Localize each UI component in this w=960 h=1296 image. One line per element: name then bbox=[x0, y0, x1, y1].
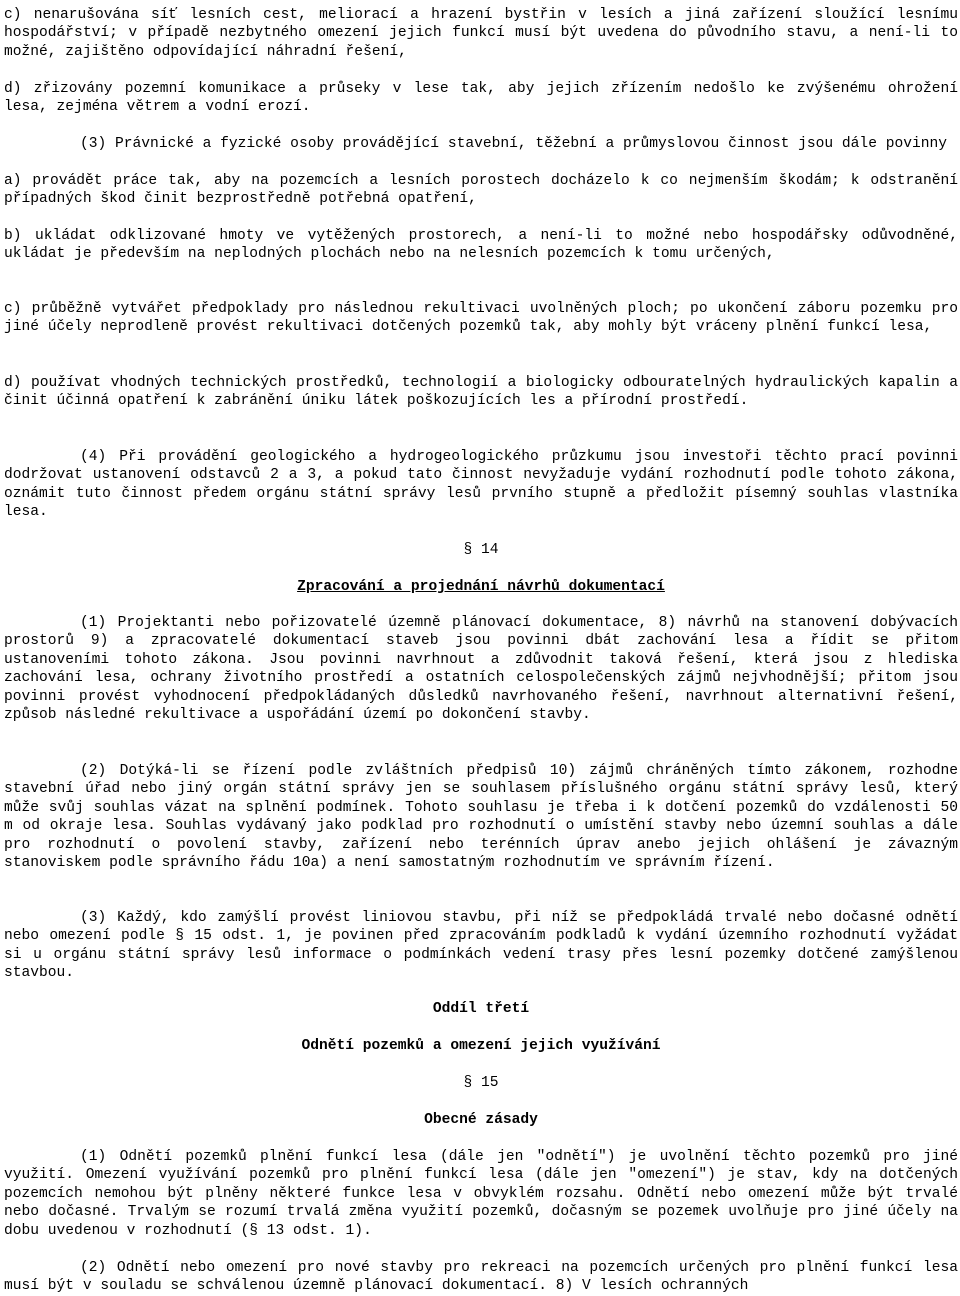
paragraph-c-drainage: c) nenarušována síť lesních cest, meliorací a hrazení bystřin v lesích a jiná zařízení sloužící lesnímu hospodářství; v případě nezbytného omezení jejich funkcí musí být uvedena do původního stavu, a není-li to možné, zajištěno odpovídající náhradní řešení, bbox=[4, 7, 958, 60]
division-title: Odnětí pozemků a omezení jejich využívání bbox=[301, 1038, 661, 1054]
section-heading-14: § 14 bbox=[463, 542, 499, 558]
paragraph-3-obligations-intro: (3) Právnické a fyzické osoby provádějící stavební, těžební a průmyslovou činnost jsou dále povinny bbox=[80, 136, 948, 152]
section-title-15: Obecné zásady bbox=[424, 1112, 538, 1128]
section-heading-15: § 15 bbox=[463, 1075, 499, 1091]
paragraph-14-1: (1) Projektanti nebo pořizovatelé územně plánovací dokumentace, 8) návrhů na stanovení dobývacích prostorů 9) a zpracovatelé dokumentací staveb jsou povinni dbát zachování lesa a řídit se přitom ustanoveními tohoto zákona. Jsou povinni navrhnout a zdůvodnit taková řešení, která jsou z hlediska zachování lesa, ochrany životního prostředí a ostatních celospolečenských zájmů nejvhodnější; přitom jsou povinni provést vyhodnocení předpokládaných důsledků navrhovaného řešení, navrhnout alternativní řešení, způsob následné rekultivace a uspořádání území po dokončení stavby. bbox=[4, 615, 958, 724]
paragraph-15-1: (1) Odnětí pozemků plnění funkcí lesa (dále jen "odnětí") je uvolnění těchto pozemků pro jiné využití. Omezení využívání pozemků pro plnění funkcí lesa (dále jen "omezení") je stav, kdy na dotčených pozemcích nemohou být plněny některé funkce lesa v obvyklém rozsahu. Odnětí nebo omezení může být trvalé nebo dočasné. Trvalým se rozumí trvalá změna využití pozemků, dočasným se pozemek uvolňuje pro jiné účely na dobu uvedenou v rozhodnutí (§ 13 odst. 1). bbox=[4, 1149, 958, 1239]
section-title-14: Zpracování a projednání návrhů dokumentací bbox=[297, 579, 665, 595]
paragraph-d-roads: d) zřizovány pozemní komunikace a průseky v lese tak, aby jejich zřízením nedošlo ke zvýšenému ohrožení lesa, zejména větrem a vodní erozí. bbox=[4, 81, 958, 116]
division-heading: Oddíl třetí bbox=[432, 1001, 530, 1017]
paragraph-14-2: (2) Dotýká-li se řízení podle zvláštních předpisů 10) zájmů chráněných tímto zákonem, rozhodne stavební úřad nebo jiný orgán státní správy jen se souhlasem příslušného orgánu státní správy lesů, který může svůj souhlas vázat na splnění podmínek. Tohoto souhlasu je třeba i k dotčení pozemků do vzdálenosti 50 m od okraje lesa. Souhlas vydávaný jako podklad pro rozhodnutí o umístění stavby nebo územní souhlas a dále pro rozhodnutí o povolení stavby, zařízení nebo terénních úprav anebo jejich ohlášení je závazným stanoviskem podle správního řádu 10a) a není samostatným rozhodnutím ve správním řízení. bbox=[4, 763, 958, 872]
paragraph-a-works: a) provádět práce tak, aby na pozemcích a lesních porostech docházelo k co nejmenším škodám; k odstranění případných škod činit bezprostředně potřebná opatření, bbox=[4, 173, 958, 208]
paragraph-4-survey: (4) Při provádění geologického a hydrogeologického průzkumu jsou investoři těchto prací povinni dodržovat ustanovení odstavců 2 a 3, a pokud tato činnost nevyžaduje vydání rozhodnutí podle tohoto zákona, oznámit tuto činnost předem orgánu státní správy lesů prvního stupně a předložit písemný souhlas vlastníka lesa. bbox=[4, 449, 958, 521]
paragraph-14-3: (3) Každý, kdo zamýšlí provést liniovou stavbu, při níž se předpokládá trvalé nebo dočasné odnětí nebo omezení podle § 15 odst. 1, je povinen před zpracováním podkladů k vydání územního rozhodnutí vyžádat si u orgánu státní správy lesů informace o podmínkách vedení trasy přes lesní pozemky dotčené zamýšlenou stavbou. bbox=[4, 910, 958, 982]
paragraph-b-storage: b) ukládat odklizované hmoty ve vytěžených prostorech, a není-li to možné nebo hospodářsky odůvodněné, ukládat je především na neplodných plochách nebo na nelesních pozemcích k tomu určených, bbox=[4, 228, 958, 263]
paragraph-d-technical-means: d) používat vhodných technických prostředků, technologií a biologicky odbouratelných hydraulických kapalin a činit účinná opatření k zabránění úniku látek poškozujících les a přírodní prostředí. bbox=[4, 375, 958, 410]
paragraph-15-2: (2) Odnětí nebo omezení pro nové stavby pro rekreaci na pozemcích určených pro plnění funkcí lesa musí být v souladu se schválenou územně plánovací dokumentací. 8) V lesích ochranných bbox=[4, 1260, 958, 1295]
paragraph-c-recultivation: c) průběžně vytvářet předpoklady pro následnou rekultivaci uvolněných ploch; po ukončení záboru pozemku pro jiné účely neprodleně provést rekultivaci dotčených pozemků tak, aby mohly být vráceny plnění funkcí lesa, bbox=[4, 301, 958, 336]
